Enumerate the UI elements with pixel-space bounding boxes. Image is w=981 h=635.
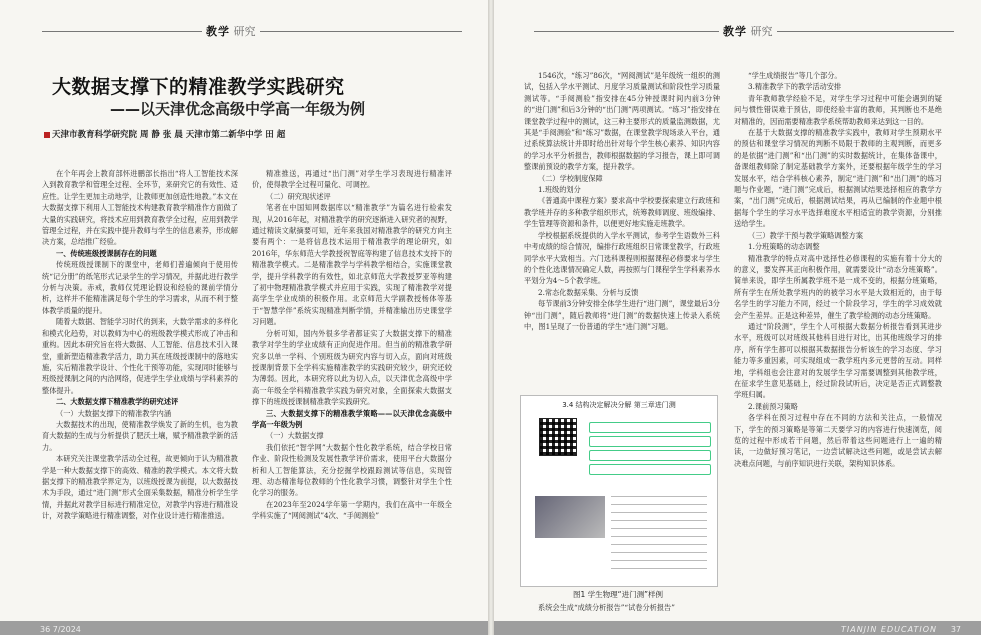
option-box (589, 422, 711, 433)
paragraph: 各学科在预习过程中存在不同的方法和关注点，一般情况下，学生的预习策略是等第二天要学习的内容进行快速浏览，阅览的过程中形成若干问题，然后带着这些问题进行上一遍的精读，一边做好预习笔记，一边尝试解决这些问题，或是尝试去解决难点问题，与前序知识进行关联，架构知识体系。 (734, 413, 942, 468)
paragraph: 精准推送，再通过“出门测”对学生学习表现进行精准评价，使得教学全过程可量化、可调控。 (252, 169, 452, 190)
paragraph: 分析可知，国内外很多学者都证实了大数据支撑下的精准教学对学生的学业成绩有正向促进作用。但当前的精准教学研究多以单一学科、个别班级为研究内容与切入点，面向对班级授课制背景下全学科实施精准教学的实践研究较少，研究还较为薄弱。因此，本研究将以此为切入点，以天津优念高级中学高一年级全学科精准教学实践为研究对象，全面探索大数据支撑下的班级授课制精准教学实践研究。 (252, 328, 452, 407)
figure-caption: 图1 学生物理“进门测”样例 (573, 590, 663, 599)
right-header (534, 22, 954, 40)
paragraph: 1546次，“练习”86次，“网阅测试”是年级统一组织的测试，包括入学水平测试、月度学习质量测试和阶段性学习质量测试等。“手阅测验”指安排在45分钟授课时间内前3分钟的“进门测”和后3分钟的“出门测”两项测试。“练习”指安排在课堂教学过程中的测试，这三种主要形式的质量监测数据，尤其是“手阅测验”和“练习”数据，在课堂教学现场录入平台，通过系统算法统计并即时给出针对每个学生核心素养、知识内容的学习水平分析报告，教师根据数据的学习报告，课上即可调整课前预设的教学方案，提升教学。 (524, 71, 720, 172)
paragraph: 《普通高中课程方案》要求高中学校要探索建立行政班和教学班并存的多种教学组织形式，统筹教师调度、班级编排、学生管理等资源和条件，以便更好地实施走班教学。 (524, 196, 720, 229)
article-title: 大数据支撑下的精准教学实践研究 (52, 76, 345, 98)
paragraph: （一）大数据支撑 (266, 431, 324, 441)
bullet-square-icon (44, 132, 50, 138)
qr-code-icon (539, 418, 577, 456)
left-column-2 (252, 168, 452, 610)
paragraph: 3.精准教学下的教学活动安排 (748, 82, 842, 92)
header-rule (42, 31, 202, 32)
option-box (589, 464, 711, 475)
left-header (42, 22, 462, 40)
figure-1 (520, 395, 718, 587)
paragraph: 在基于大数据支撑的精准教学实践中，教师对学生预期水平的预估和课堂学习情况的判断不局限于教师的主观判断，而更多的是依据“进门测”和“出门测”的实时数据统计，在集体备课中，备课组教师除了制定基础教学方案外，还要根据年级学生的学习发展水平，结合学科核心素养，制定“进门测”和“出门测”的练习题与作业题，“进门测”完成后，根据测试结果选择相应的教学方案，“出门测”完成后，根据测试结果，再从已编制的作业题中根据每个学生的学习水平选择难度水平相适宜的教学资源，分别推送给学生。 (734, 128, 942, 229)
paragraph: 精准教学的特点对高中选择性必修课程的实施有着十分大的的意义，要发挥其正向积极作用，就需要设计“动态分班策略”。简单来说，即学生所属教学班不是一成不变的，根据分班策略，所有学生在所处教学班内的的被学习水平是大致相近的，由于每名学生的学习能力不同，经过一个阶段学习，学生的学习成效就会产生差异。正是这种差异，催生了教学检测的动态分班策略。 (734, 253, 942, 320)
header-rule (777, 31, 955, 32)
footer-brand: TIANJIN EDUCATION (840, 625, 937, 634)
paragraph: （三）教学干预与教学策略调整方案 (748, 230, 864, 240)
paragraph: 我们依托“智学网”大数据个性化教学系统，结合学校日常作业、阶段性检测及发展性教学评价需求，使用平台大数据分析和人工智能算法，充分挖掘学校跟踪测试等信息，实现管理、动态精准每位教师的个性化教学习惯，调整针对学生个性化学习的服务。 (252, 442, 452, 498)
paragraph: 每节课前3分钟安排全体学生进行“进门测”，课堂最后3分钟“出门测”，随后教师将“进门测”的数据快速上传录入系统中，图1呈现了一份普通的学生“进门测”习题。 (524, 299, 720, 331)
paragraph: （二）学校制度保障 (538, 173, 603, 183)
paragraph: 在2023年至2024学年第一学期内，我们在高中一年级全学科实施了“网阅测试”4次、“手阅测验” (252, 499, 452, 521)
header-rule (534, 31, 719, 32)
header-rule (260, 31, 463, 32)
author-line: 天津市教育科学研究院 周 静 张 晨 天津市第二新华中学 田 超 (44, 128, 285, 140)
left-page (0, 0, 488, 635)
paragraph: （二）研究现状述评 (266, 191, 331, 201)
paragraph: 系统会生成“成绩分析报告”“试卷分析报告” (538, 603, 675, 612)
figure-title: 3.4 结构决定解决分解 第三章进门测 (562, 401, 676, 409)
right-column-1 (524, 70, 720, 392)
section-heading: 三、大数据支撑下的精准教学策略——以天津优念高级中学高一年级为例 (252, 408, 452, 429)
paragraph: 随着大数据、智能学习时代的到来，大数学需求的多样化和模式化趋势，对以教师为中心的班级教学模式形成了冲击和重构。因此本研究旨在将大数据、人工智能、信息技术引入课堂，重新塑造精准教学活力，助力其在班级授课制中的落地实施，实后精准教学设计、个性化干预等功能，实现同时能够与班级授课制之间的内洽网络，促进学生学业成绩与学科素养的整体提升。 (42, 317, 238, 395)
paragraph: 传统班级授课制下的课堂中，老师们普遍倾向于使用传统“记分册”的纸笔形式记录学生的学习情况，并据此进行教学分析与决策。赤戒，教师仅凭理论假设和经验的课前学情分析，这样并不能精准满足每个学生的学习需求，从而不利于整体教学质量的提升。 (42, 260, 238, 315)
figure-text-lines (611, 496, 707, 576)
page-number: 37 (950, 625, 961, 634)
paragraph: 大数据技术的出现，使精准教学焕发了新的生机，也为教育大数据的生成与分析提供了肥沃土壤，赋予精准教学新的活力。 (42, 419, 238, 452)
right-column-2 (734, 70, 942, 615)
paragraph: 2.课前预习策略 (748, 401, 798, 411)
paragraph: 笔者在中国知网数据库以“精准教学”为篇名进行检索发现，从2016年起，对精准教学的研究逐渐进入研究者的视野，通过精读文献摘要可知，近年来我国对精准教学的研究方向主要有两个：一是将信息技术运用于精准教学的理论研究，如2016年，华东师范大学教授祝智庭等构建了信息技术支持下的精准教学模式。二是精准教学与学科教学相结合，实施课堂教学，提升学科教学的有效性，如北京师范大学教授罗亚等构建了初中物理精准教学模式并应用于实践，实现了精准教学对提高学生学业成绩的积极作用。北京师范大学副教授杨体等基于“智慧学伴”系统实现精准判断学情，并精准输出历史课堂学习问题。 (252, 203, 452, 327)
section-label: 教学 研究 (206, 25, 256, 38)
page-number: 36 7/2024 (40, 625, 81, 634)
paragraph: 1.分班策略的动态调整 (748, 242, 820, 252)
paragraph: 青年教师教学经验不足，对学生学习过程中可能会遇到的疑问与惯性错误难于预估，即使经验丰富的教师，其判断也不是绝对精准的，因而需要精准教学系统帮助教师来达到这一目的。 (734, 93, 942, 126)
paragraph: “学生成绩报告”等几个部分。 (748, 71, 842, 80)
paragraph: 学校根据系统提供的入学水平测试，参考学生语数外三科中考成绩的综合情况，编排行政班组织日常课堂教学，行政班同学水平大致相当。六门选科课程则根据课程必修要求与学生的个性化选课情况确定人数，再按照与门课程学生学科素养水平划分为4～5个教学班。 (524, 230, 720, 286)
figure-photo (535, 496, 605, 538)
section-label: 教学 研究 (723, 25, 773, 38)
left-column-1 (42, 168, 238, 610)
paragraph: （一）大数据支撑下的精准教学内涵 (56, 408, 172, 418)
paragraph: 本研究关注课堂教学活动全过程，故更倾向于认为精准教学是一种大数据支撑下的高效、精准的教学模式。本文将大数据支撑下的精准教学界定为，以班级授课为前提，以大数据技术为手段，通过“进门测”形式全面采集数据，精准分析学生学情，并据此对教学目标进行精准定位，对教学内容进行精准设计，对教学策略进行精准调整，对作业设计进行精准推送。 (42, 454, 238, 521)
article-subtitle: ——以天津优念高级中学高一年级为例 (110, 100, 366, 118)
option-box (589, 436, 711, 447)
right-column-1-bottom (524, 602, 720, 616)
option-box (589, 450, 711, 461)
paragraph: 1.班级的划分 (538, 185, 581, 195)
paragraph: 在个年再会上教育部怀进鹏部长指出“将人工智能技术深入到教育教学和管理全过程、全环节，来研究它的有效性、适应性。让学生更加主动地学，让教师更加创造性地教。”本文在大数据支撑下利用人工智能技术构建教育教学精准作方面做了大量的实践研究，将技术应用到教育教学全过程，应用到教学管理全过程，并在实践中提升教师与学生的信息素养，形成解决方案，总结推广经验。 (42, 169, 238, 247)
paragraph: 2.常态化数据采集、分析与反馈 (538, 287, 639, 297)
paragraph: 通过“阶段测”，学生个人可根据大数据分析报告看到其进步水平，班级可以对班级其他科目进行对比，出其他班级学习的排序，所有学生都可以根据其数据报告分析该生的学习态度、学习能力等多重因素，可实现组成一教学班内多元更替的互动。同样地，学科组也会注意对的发展学生学习需要调整到其他教学班，在征求学生意见基础上，经过阶段试听后，决定是否正式调整教学班归属。 (734, 321, 942, 400)
section-heading: 二、大数据支撑下精准教学的研究述评 (56, 397, 179, 407)
right-page (494, 0, 981, 635)
section-heading: 一、传统班级授课制存在的问题 (56, 248, 157, 258)
